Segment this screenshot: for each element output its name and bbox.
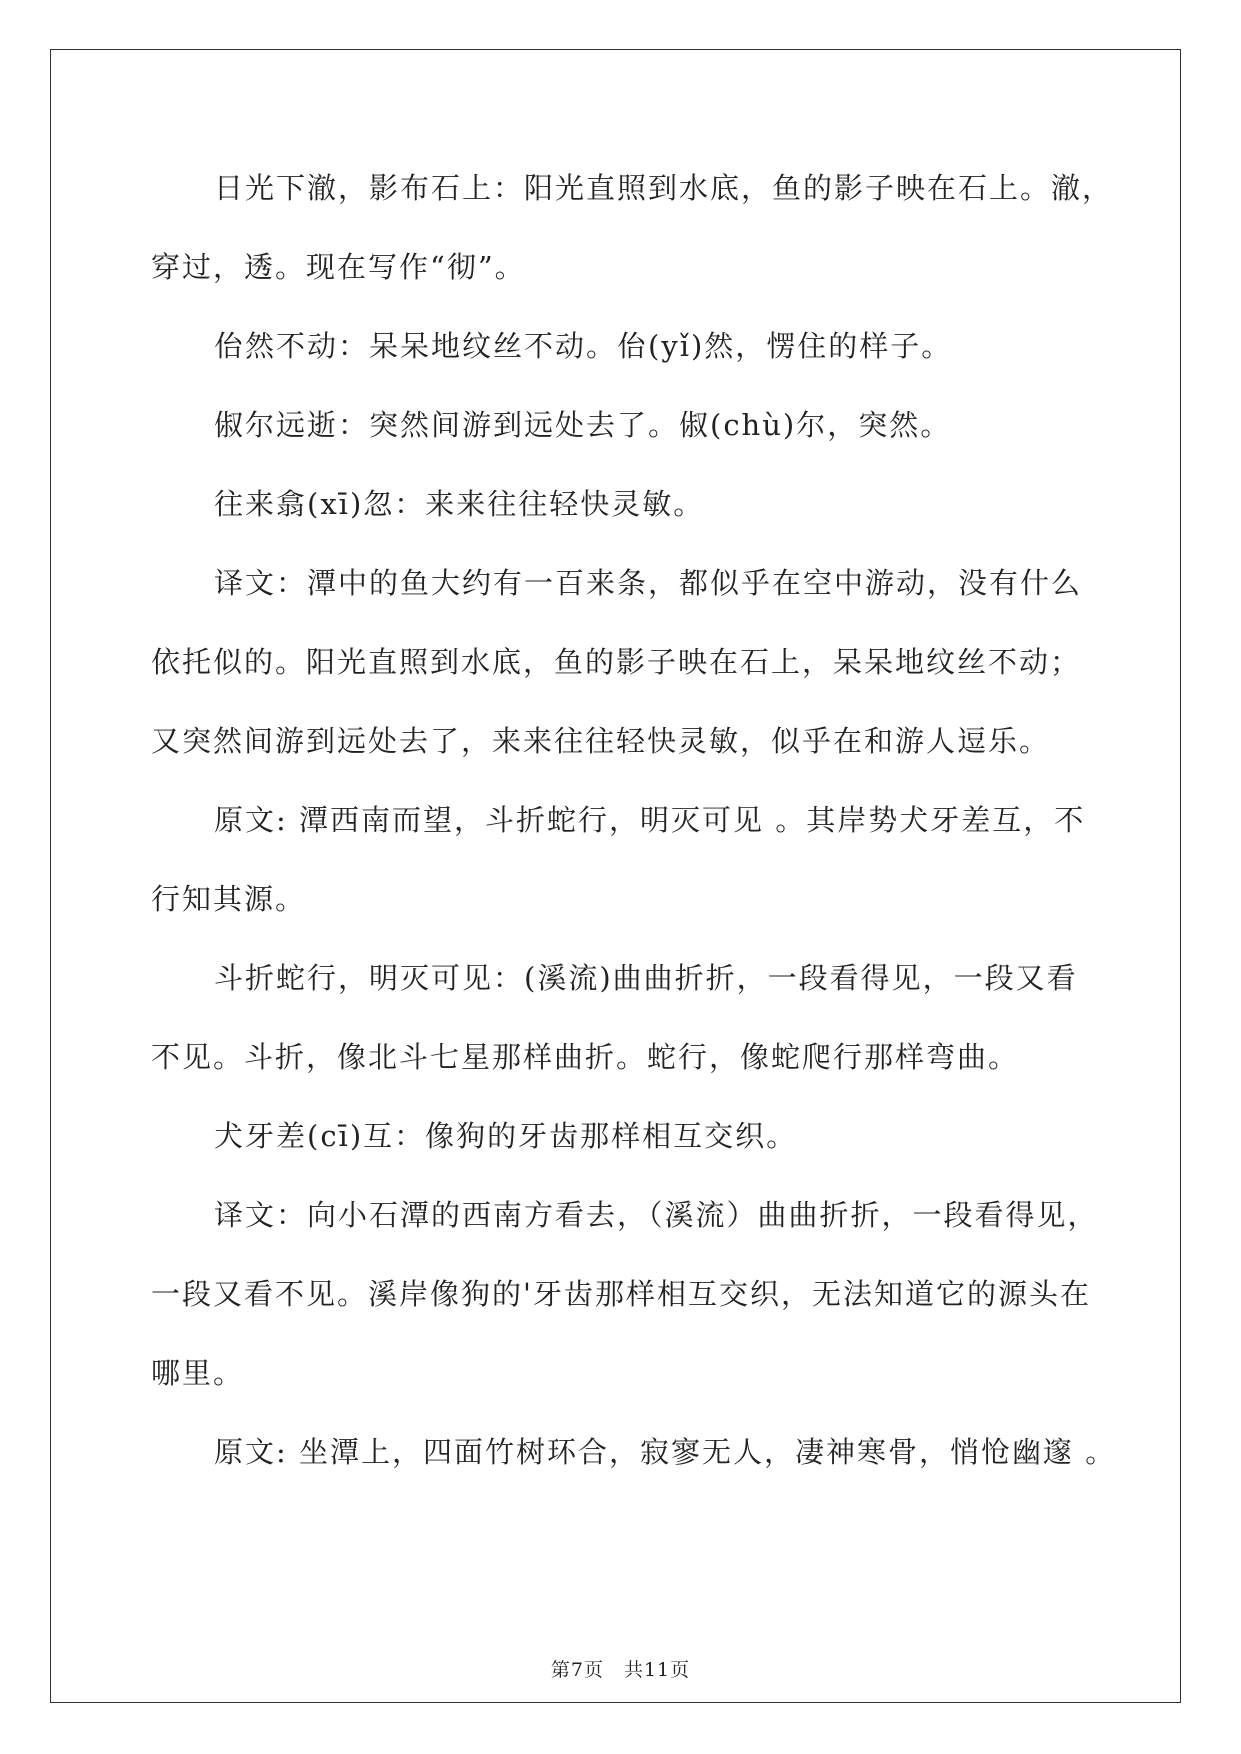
text-line: 斗折蛇行，明灭可见：(溪流)曲曲折折，一段看得见，一段又看 (214, 961, 1078, 995)
text-line: 穿过，透。现在写作“彻”。 (151, 250, 526, 284)
text-line: 犬牙差(cī)互：像狗的牙齿那样相互交织。 (214, 1119, 798, 1153)
text-line: 译文：向小石潭的西南方看去，（溪流）曲曲折折，一段看得见， (214, 1198, 1099, 1232)
text-line: 一段又看不见。溪岸像狗的'牙齿那样相互交织，无法知道它的源头在 (151, 1277, 1091, 1311)
text-line: 佁然不动：呆呆地纹丝不动。佁(yǐ)然，愣住的样子。 (214, 329, 953, 363)
text-line: 俶尔远逝：突然间游到远处去了。俶(chù)尔，突然。 (214, 408, 952, 442)
text-line: 哪里。 (151, 1356, 245, 1390)
text-line: 依托似的。阳光直照到水底，鱼的影子映在石上，呆呆地纹丝不动； (151, 645, 1082, 679)
text-line: 行知其源。 (151, 882, 307, 916)
text-line: 日光下澈，影布石上：阳光直照到水底，鱼的影子映在石上。澈， (214, 171, 1114, 205)
text-line: 原文: 潭西南而望，斗折蛇行，明灭可见 。其岸势犬牙差互，不 (214, 803, 1086, 837)
text-line: 往来翕(xī)忽：来来往往轻快灵敏。 (214, 487, 705, 521)
document-body (151, 170, 1117, 1513)
text-line: 译文：潭中的鱼大约有一百来条，都似乎在空中游动，没有什么 (214, 566, 1083, 600)
text-line: 原文: 坐潭上，四面竹树环合，寂寥无人，凄神寒骨，悄怆幽邃 。 (214, 1435, 1117, 1469)
text-line: 又突然间游到远处去了，来来往往轻快灵敏，似乎在和游人逗乐。 (151, 724, 1051, 758)
text-line: 不见。斗折，像北斗七星那样曲折。蛇行，像蛇爬行那样弯曲。 (151, 1040, 1020, 1074)
page-number-footer: 第7页 共11页 (550, 1659, 691, 1681)
